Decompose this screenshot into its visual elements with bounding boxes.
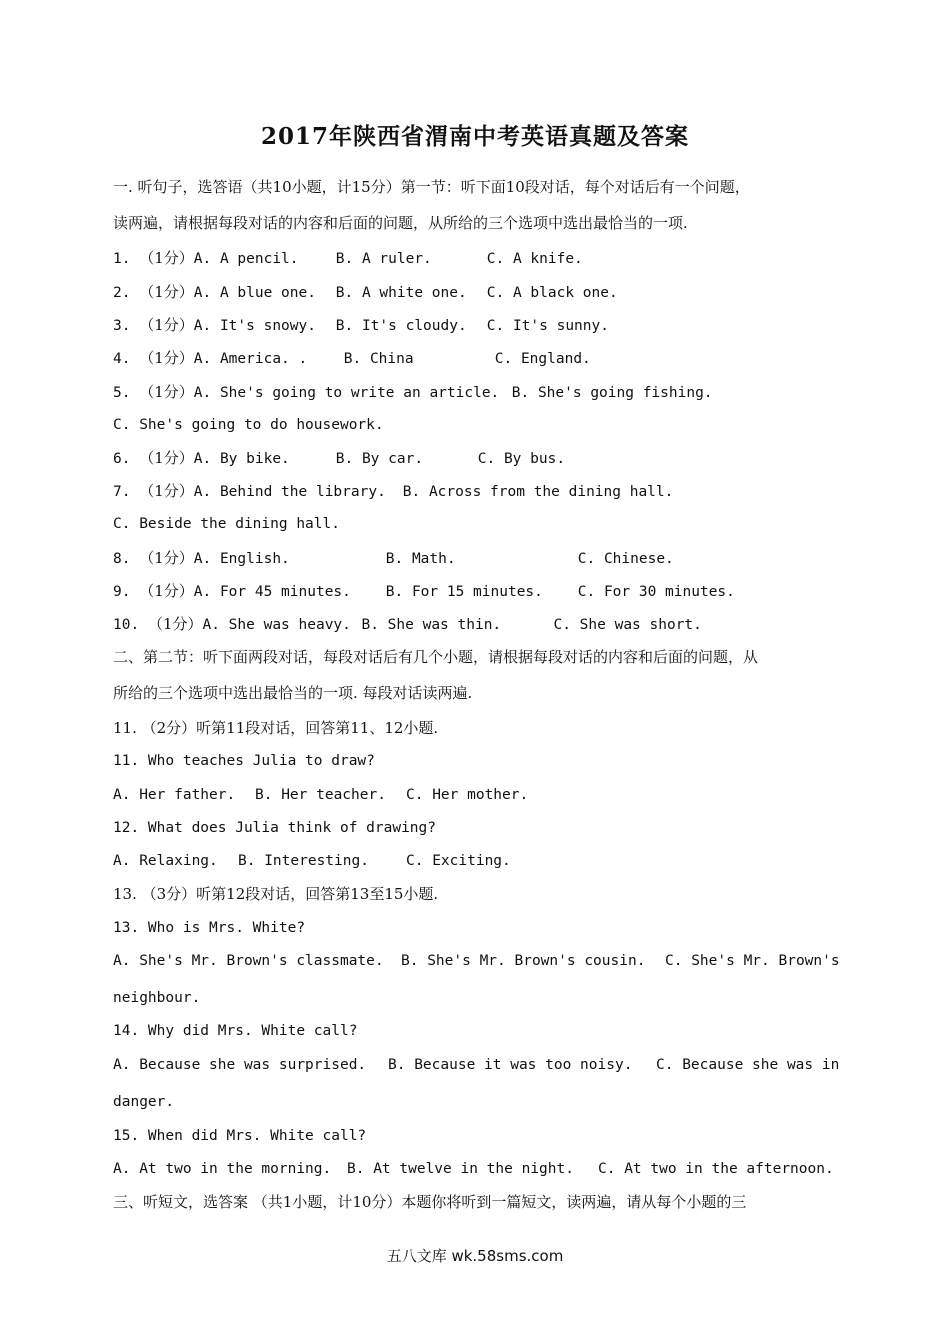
- question-8: 8. （1分）A. English. B. Math. C. Chinese.: [113, 549, 674, 567]
- section1-intro-line2: 读两遍，请根据每段对话的内容和后面的问题，从所给的三个选项中选出最恰当的一项.: [113, 214, 688, 232]
- question-14-option-c-cont: danger.: [113, 1094, 175, 1110]
- question-9: 9. （1分）A. For 45 minutes. B. For 15 minutes. C. For 30 minutes.: [113, 582, 735, 600]
- question-10: 10. （1分）A. She was heavy. B. She was thin. C. She was short.: [113, 615, 702, 633]
- question-15-options: A. At two in the morning. B. At twelve in the night. C. At two in the afternoon.: [113, 1161, 834, 1177]
- question-11-options: A. Her father. B. Her teacher. C. Her mother.: [113, 787, 529, 803]
- question-2: 2. （1分）A. A blue one. B. A white one. C. A black one.: [113, 283, 618, 301]
- question-7-option-c: C. Beside the dining hall.: [113, 516, 340, 532]
- question-13-option-c-cont: neighbour.: [113, 990, 201, 1006]
- section3-intro-line1: 三、听短文，选答案 （共1小题，计10分）本题你将听到一篇短文，读两遍，请从每个小题的三: [113, 1193, 747, 1211]
- section2-intro-line2: 所给的三个选项中选出最恰当的一项. 每段对话读两遍.: [113, 684, 473, 702]
- section2-intro-line1: 二、第二节：听下面两段对话，每段对话后有几个小题，请根据每段对话的内容和后面的问题，从: [113, 648, 759, 666]
- question-5: 5. （1分）A. She's going to write an article. B. She's going fishing.: [113, 383, 713, 401]
- question-4: 4. （1分）A. America. . B. China C. England.: [113, 349, 591, 367]
- group1-heading: 11. （2分）听第11段对话，回答第11、12小题.: [113, 719, 439, 737]
- question-15-stem: 15. When did Mrs. White call?: [113, 1128, 367, 1144]
- group2-heading: 13. （3分）听第12段对话，回答第13至15小题.: [113, 885, 439, 903]
- question-13-options: A. She's Mr. Brown's classmate. B. She's Mr. Brown's cousin. C. She's Mr. Brown's: [113, 953, 840, 969]
- question-12-stem: 12. What does Julia think of drawing?: [113, 820, 437, 836]
- question-6: 6. （1分）A. By bike. B. By car. C. By bus.: [113, 449, 566, 467]
- question-5-option-c: C. She's going to do housework.: [113, 417, 384, 433]
- question-3: 3. （1分）A. It's snowy. B. It's cloudy. C. It's sunny.: [113, 316, 609, 334]
- question-7: 7. （1分）A. Behind the library. B. Across from the dining hall.: [113, 482, 674, 500]
- question-13-stem: 13. Who is Mrs. White?: [113, 920, 306, 936]
- question-14-options: A. Because she was surprised. B. Because it was too noisy. C. Because she was in: [113, 1057, 840, 1073]
- page-title: 2017年陕西省渭南中考英语真题及答案: [260, 123, 689, 150]
- question-14-stem: 14. Why did Mrs. White call?: [113, 1023, 358, 1039]
- question-11-stem: 11. Who teaches Julia to draw?: [113, 753, 375, 769]
- section1-intro-line1: 一. 听句子，选答语（共10小题，计15分）第一节：听下面10段对话，每个对话后有一个问题，: [113, 178, 750, 196]
- question-12-options: A. Relaxing. B. Interesting. C. Exciting.: [113, 853, 511, 869]
- question-1: 1. （1分）A. A pencil. B. A ruler. C. A knife.: [113, 249, 583, 267]
- footer-watermark: 五八文库 wk.58sms.com: [386, 1247, 564, 1265]
